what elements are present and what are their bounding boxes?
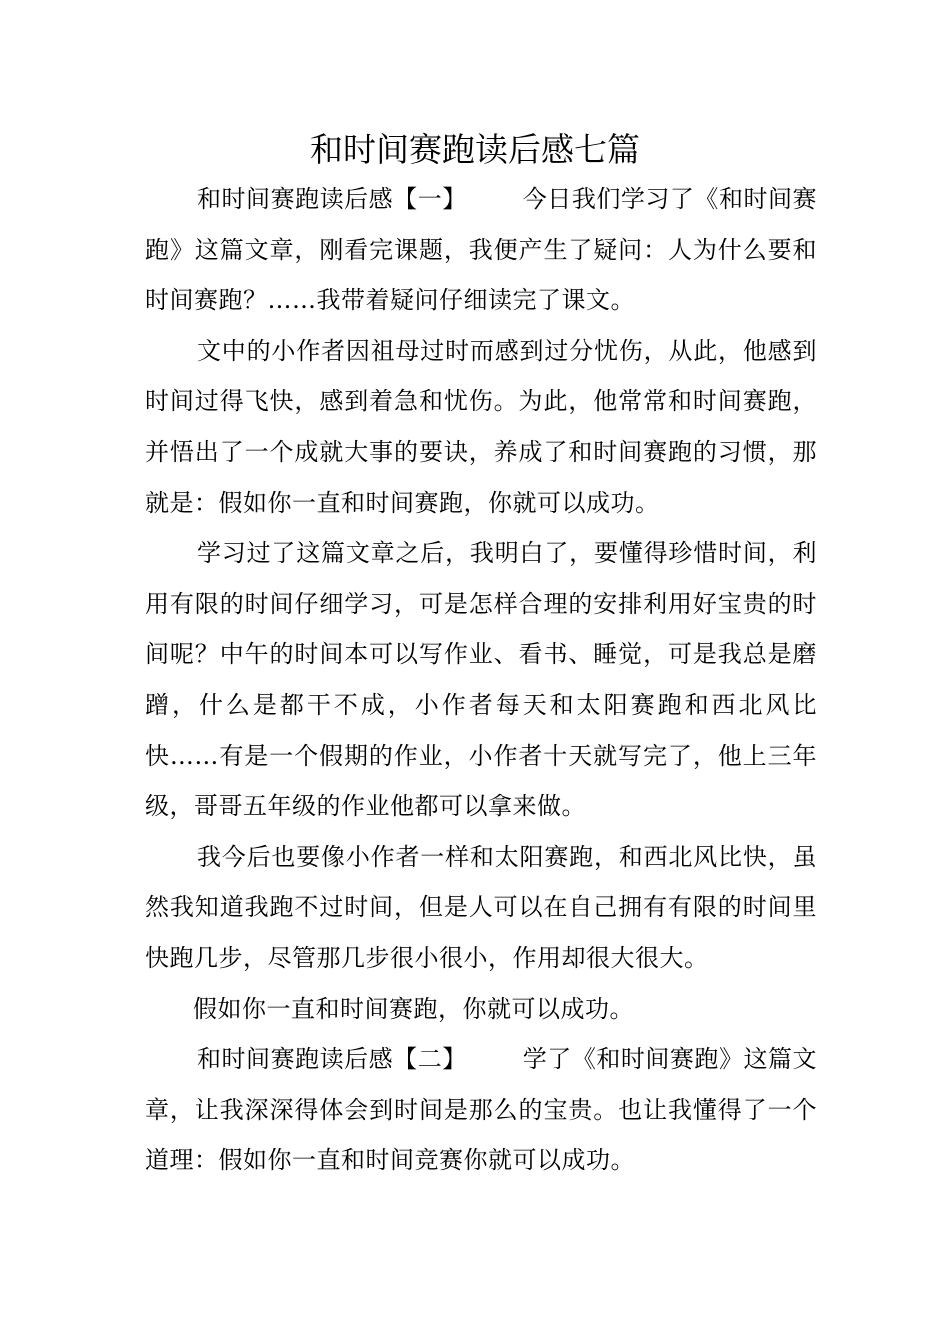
- paragraph-text: 文中的小作者因祖母过时而感到过分忧伤，从此，他感到时间过得飞快，感到着急和忧伤。为此，他常常和时间赛跑，并悟出了一个成就大事的要诀，养成了和时间赛跑的习惯，那就是：假如你一直和时间赛跑，你就可以成功。: [145, 336, 817, 517]
- document-body: [145, 174, 817, 1186]
- paragraph-text: 我今后也要像小作者一样和太阳赛跑，和西北风比快，虽然我知道我跑不过时间，但是人可以在自己拥有有限的时间里快跑几步，尽管那几步很小很小，作用却很大很大。: [145, 842, 817, 972]
- paragraph-text: 学习过了这篇文章之后，我明白了，要懂得珍惜时间，利用有限的时间仔细学习，可是怎样合理的安排利用好宝贵的时间呢？中午的时间本可以写作业、看书、睡觉，可是我总是磨蹭，什么是都干不成，小作者每天和太阳赛跑和西北风比快……有是一个假期的作业，小作者十天就写完了，他上三年级，哥哥五年级的作业他都可以拿来做。: [145, 539, 817, 821]
- paragraph-3: [145, 528, 817, 832]
- section-heading-1: 和时间赛跑读后感【一】: [197, 185, 467, 213]
- section-heading-2: 和时间赛跑读后感【二】: [197, 1045, 467, 1074]
- paragraph-5: [145, 984, 817, 1035]
- paragraph-4: [145, 832, 817, 984]
- paragraph-2: [145, 326, 817, 528]
- paragraph-6: [145, 1034, 817, 1186]
- paragraph-text: 假如你一直和时间赛跑，你就可以成功。: [193, 994, 634, 1023]
- paragraph-text: 学了《和时间赛跑》这篇文章，让我深深得体会到时间是那么的宝贵。也让我懂得了一个道理：假如你一直和时间竞赛你就可以成功。: [145, 1045, 818, 1175]
- document-title: 和时间赛跑读后感七篇: [310, 130, 640, 169]
- paragraph-1: [145, 174, 817, 326]
- paragraph-text: 今日我们学习了《和时间赛跑》这篇文章，刚看完课题，我便产生了疑问：人为什么要和时间赛跑？……我带着疑问仔细读完了课文。: [145, 185, 818, 315]
